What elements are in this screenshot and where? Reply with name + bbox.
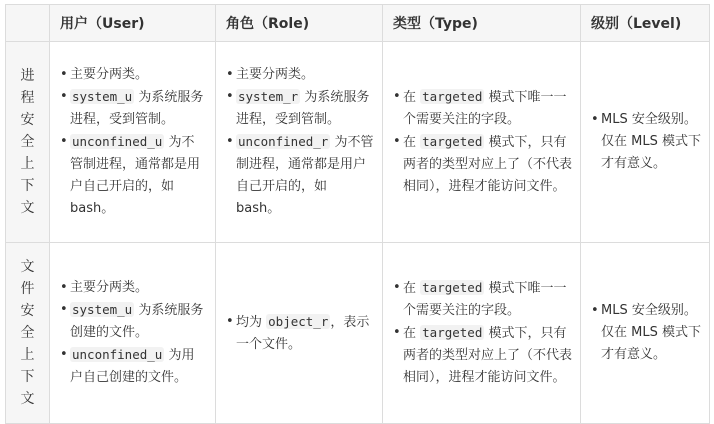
list-item: • unconfined_u 为用户自己创建的文件。: [60, 344, 207, 389]
code-term: targeted: [422, 134, 483, 149]
table-row-file-context: [6, 243, 710, 424]
list-item: • unconfined_u 为不管制进程，通常都是用户自己开启的，如 bash。: [60, 131, 207, 220]
header-type: 类型（Type): [383, 5, 581, 42]
list-item: • system_r 为系统服务进程，受到管制。: [226, 86, 374, 131]
row-label-cell: [6, 42, 50, 243]
bullet-list: [60, 277, 207, 389]
cell-file-role: [216, 243, 383, 424]
selinux-context-table-wrap: [5, 4, 709, 424]
list-item: • unconfined_r 为不管制进程，通常都是用户自己开启的，如 bash。: [226, 131, 374, 220]
list-item: • 在 targeted 模式下唯一一个需要关注的字段。: [393, 86, 572, 131]
cell-file-type: [383, 243, 581, 424]
cell-process-role: [216, 42, 383, 243]
header-corner: [6, 5, 50, 42]
list-item: • 在 targeted 模式下，只有两者的类型对应上了（不代表相同），进程才能访问文件。: [393, 322, 572, 389]
list-item: • MLS 安全级别。仅在 MLS 模式下才有意义。: [591, 109, 701, 175]
cell-process-type: [383, 42, 581, 243]
list-item: • MLS 安全级别。仅在 MLS 模式下才有意义。: [591, 300, 701, 366]
bullet-list: [226, 64, 374, 220]
row-label-process-context: 进程安全上下文: [20, 68, 35, 216]
bullet-list: [591, 109, 701, 175]
cell-file-user: [50, 243, 216, 424]
code-term: targeted: [422, 280, 483, 295]
cell-process-user: [50, 42, 216, 243]
code-term: unconfined_u: [72, 134, 163, 149]
bullet-list: [393, 86, 572, 198]
code-term: unconfined_u: [72, 347, 163, 362]
list-item: • 在 targeted 模式下，只有两者的类型对应上了（不代表相同），进程才能访问文件。: [393, 131, 572, 198]
list-item: • 均为 object_r ，表示一个文件。: [226, 311, 374, 356]
code-term: object_r: [268, 313, 329, 329]
header-row: [6, 5, 710, 42]
bullet-list: [591, 300, 701, 366]
header-role: 角色（Role): [216, 5, 383, 42]
table-row-process-context: [6, 42, 710, 243]
header-level: 级别（Level): [581, 5, 710, 42]
list-item: • system_u 为系统服务进程，受到管制。: [60, 86, 207, 131]
cell-file-level: [581, 243, 710, 424]
list-item: • 主要分两类。: [226, 64, 374, 86]
bullet-list: [60, 64, 207, 220]
code-term: system_u: [72, 302, 133, 317]
selinux-context-table: [5, 4, 710, 424]
code-term: system_u: [72, 89, 133, 104]
bullet-list: [393, 277, 572, 389]
list-item: • 在 targeted 模式下唯一一个需要关注的字段。: [393, 277, 572, 322]
code-term: targeted: [422, 325, 483, 340]
code-term: system_r: [238, 89, 299, 104]
row-label-cell: [6, 243, 50, 424]
cell-process-level: [581, 42, 710, 243]
list-item: • 主要分两类。: [60, 277, 207, 299]
code-term: unconfined_r: [238, 134, 329, 149]
bullet-list: [226, 311, 374, 356]
code-term: targeted: [422, 89, 483, 104]
list-item: • 主要分两类。: [60, 64, 207, 86]
row-label-file-context: 文件安全上下文: [20, 259, 35, 407]
header-user: 用户（User): [50, 5, 216, 42]
list-item: • system_u 为系统服务创建的文件。: [60, 299, 207, 344]
